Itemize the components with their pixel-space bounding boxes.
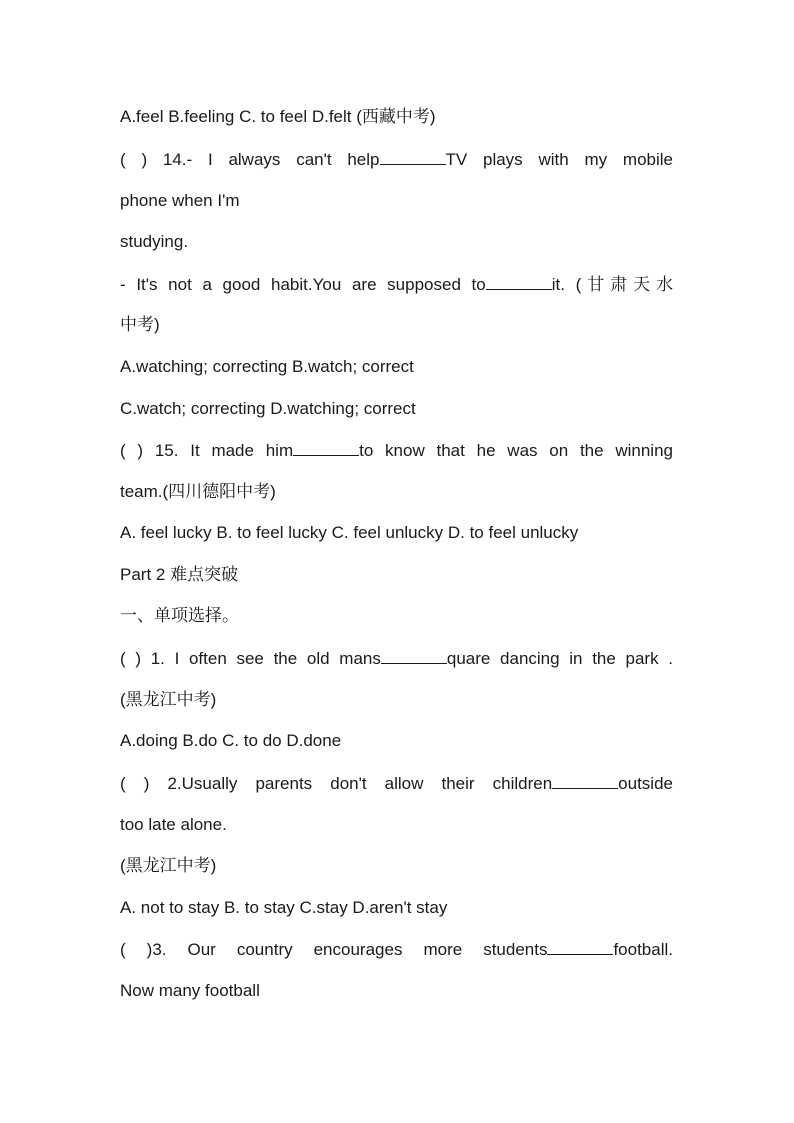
answer-blank [547,938,613,955]
line-text: 一、单项选择。 [120,606,239,625]
line-text-after: outside [618,774,673,793]
answer-blank [552,772,618,789]
answer-blank [293,439,359,456]
section-heading-part-2 [120,564,673,586]
line-text-before: ( ) 14.- I always can't help [120,150,380,169]
option-line-q14-c-d [120,398,673,420]
answer-blank [380,148,446,165]
line-text: (黑龙江中考) [120,690,217,709]
question-2-source [120,855,673,877]
option-line-q2 [120,897,673,919]
line-text: studying. [120,232,189,251]
line-text: phone when I'm [120,191,240,210]
line-text: 中考) [120,315,160,334]
line-text: A. feel lucky B. to feel lucky C. feel unlucky D. to feel unlucky [120,523,579,542]
line-text: too late alone. [120,815,227,834]
question-14-line [120,148,673,171]
question-1-line [120,647,673,670]
line-text: Part 2 难点突破 [120,565,239,584]
line-text: (黑龙江中考) [120,856,217,875]
answer-blank [486,273,552,290]
line-text-after: TV plays with my mobile [445,150,673,169]
line-text: A.watching; correcting B.watch; correct [120,357,414,376]
line-text: A.doing B.do C. to do D.done [120,731,342,750]
question-15-line [120,439,673,462]
question-3-line [120,938,673,961]
line-text-before: ( ) 1. I often see the old mans [120,649,381,668]
subsection-heading [120,605,673,627]
line-text: C.watch; correcting D.watching; correct [120,399,416,418]
question-15-continuation [120,481,673,503]
option-line-q1 [120,730,673,752]
answer-blank [381,647,447,664]
line-text-before: ( )3. Our country encourages more students [120,940,548,959]
line-text-after: to know that he was on the winning [359,441,673,460]
question-3-continuation [120,980,673,1002]
option-line-q13 [120,106,673,128]
line-text: Now many football [120,981,260,1000]
option-line-q15 [120,522,673,544]
question-14-continuation [120,190,673,212]
question-14-response-line [120,273,673,296]
line-text-after: football. [613,940,673,959]
line-text-before: - It's not a good habit.You are supposed to [120,275,486,294]
question-14-continuation [120,231,673,253]
line-text: A. not to stay B. to stay C.stay D.aren't stay [120,898,448,917]
question-2-line [120,772,673,795]
question-1-source [120,689,673,711]
line-text-before: ( ) 15. It made him [120,441,294,460]
question-14-source [120,314,673,336]
question-2-continuation [120,814,673,836]
option-line-q14-a-b [120,356,673,378]
line-text-after: it. (甘肃天水 [551,275,674,294]
line-text: A.feel B.feeling C. to feel D.felt (西藏中考) [120,107,436,126]
line-text-after: quare dancing in the park . [446,649,673,668]
line-text: team.(四川德阳中考) [120,482,276,501]
line-text-before: ( ) 2.Usually parents don't allow their children [120,774,553,793]
